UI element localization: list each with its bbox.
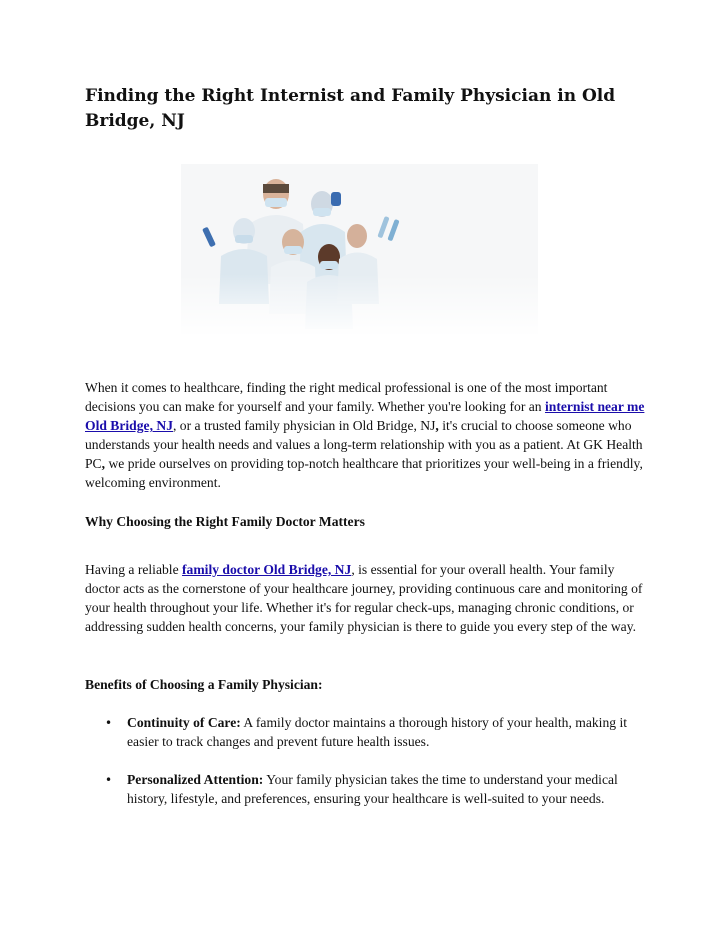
internist-link[interactable]: internist near me Old Bridge, NJ <box>85 399 645 433</box>
bullet-icon: • <box>105 773 113 787</box>
list-item-label: Personalized Attention: <box>127 772 264 787</box>
section-heading-benefits: Benefits of Choosing a Family Physician: <box>85 677 323 692</box>
intro-comma: , <box>435 418 439 433</box>
list-item <box>127 770 647 808</box>
intro-text: it's crucial to choose someone who understands your health needs and values a long-term relationship with you as a patient. At GK Health PC <box>85 418 643 471</box>
section-heading-why: Why Choosing the Right Family Doctor Matters <box>85 514 365 529</box>
intro-text: When it comes to healthcare, finding the right medical professional is one of the most important decisions you can make for yourself and your family. Whether you're looking for an <box>85 380 608 414</box>
intro-text: , or a trusted family physician in Old Bridge, NJ <box>173 418 436 433</box>
doctors-illustration <box>181 164 538 334</box>
section-text: Having a reliable <box>85 562 183 577</box>
section-text: , is essential for your overall health. Your family doctor acts as the cornerstone of your healthcare journey, providing continuous care and monitoring of your health throughout your life. Whether it's for regular check-ups, managing chronic conditions, or addressing sudden health concerns, your family physician is there to guide you every step of the way. <box>85 562 643 634</box>
hero-image <box>181 164 538 334</box>
page-title: Finding the Right Internist and Family Physician in Old Bridge, NJ <box>85 86 616 131</box>
family-doctor-link[interactable]: family doctor Old Bridge, NJ <box>182 562 352 577</box>
list-item-text: A family doctor maintains a thorough history of your health, making it easier to track changes and prevent future health issues. <box>127 715 628 749</box>
list-item-text: Your family physician takes the time to understand your medical history, lifestyle, and preferences, ensuring your healthcare is well-suited to your needs. <box>127 772 618 806</box>
list-item-label: Continuity of Care: <box>127 715 241 730</box>
bullet-icon: • <box>105 716 113 730</box>
list-item <box>127 713 647 751</box>
intro-text: we pride ourselves on providing top-notch healthcare that prioritizes your well-being in a friendly, welcoming environment. <box>85 456 643 490</box>
family-doctor-paragraph <box>85 560 645 636</box>
intro-paragraph <box>85 378 645 492</box>
intro-comma: , <box>101 456 106 471</box>
